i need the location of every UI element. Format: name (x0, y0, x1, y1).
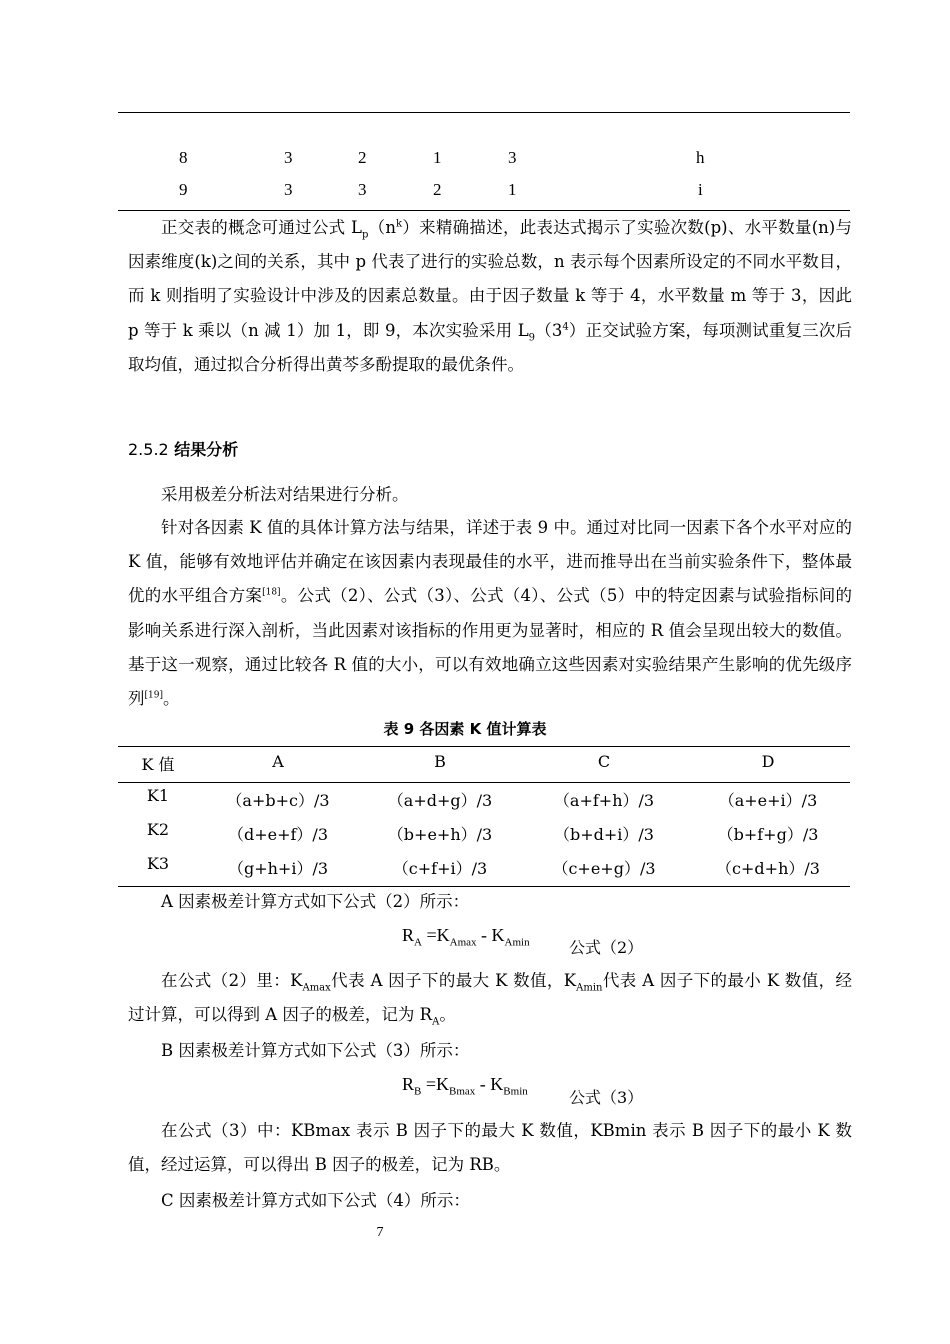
paragraph-formula-2: 在公式（2）里：$K_{Amax}$代表 A 因子下的最大 K 数值，$K_{Amin}$代表 A 因子下的最小 K 数值，经过计算，可以得到 A 因子的极差，记为 $R_A$。 (128, 971, 852, 1028)
table-cell: 3 (358, 180, 367, 199)
top-table-top-rule (118, 112, 850, 113)
table-cell: 1 (508, 180, 517, 199)
table-cell: （c+f+i）/3 (392, 859, 488, 878)
table-cell: 2 (433, 180, 442, 199)
table9-top-rule (118, 746, 850, 747)
table-caption: 表 9 各因素 K 值计算表 (383, 720, 547, 738)
table-header-cell: B (434, 752, 446, 771)
table-cell: 8 (179, 148, 188, 167)
table-header-cell: C (597, 752, 611, 771)
table-cell: K1 (146, 786, 170, 805)
table-cell: K2 (146, 820, 170, 839)
table-cell: （b+e+h）/3 (387, 825, 493, 844)
table-cell: 2 (358, 148, 367, 167)
formula-3: $R_B =K_{Bmax} - K_{Bmin}$ (402, 1074, 528, 1098)
table-cell: （d+e+f）/3 (227, 825, 329, 844)
table-cell: （c+d+h）/3 (716, 859, 820, 878)
paragraph-k-values: 针对各因素 K 值的具体计算方法与结果，详述于表 9 中。通过对比同一因素下各个水平对应的 K 值，能够有效地评估并确定在该因素内表现最佳的水平，进而推导出在当前实验条件下，整体最优的水平组合方案[18]。公式（2）、公式（3）、公式（4）、公式（5）中的特定因素与试验指标间的影响关系进行深入剖析，当此因素对该指标的作用更为显著时，相应的 R 值会呈现出较大的数值。基于这一观察，通过比较各 R 值的大小，可以有效地确立这些因素对实验结果产生影响的优先级序列[19]。 (128, 518, 852, 709)
table-cell: （g+h+i）/3 (227, 859, 329, 878)
formula-2: $R_A =K_{Amax} - K_{Amin}$ (402, 925, 530, 949)
table-cell: i (698, 180, 703, 199)
paragraph-formula-3: 在公式（3）中：KBmax 表示 B 因子下的最大 K 数值，KBmin 表示 B 因子下的最小 K 数值，经过运算，可以得出 B 因子的极差，记为 RB。 (128, 1121, 852, 1175)
table-cell: （a+f+h）/3 (553, 791, 655, 810)
table-cell: 3 (284, 180, 293, 199)
table-cell: （b+f+g）/3 (717, 825, 819, 844)
table-cell: 1 (433, 148, 442, 167)
line-formula-a: A 因素极差计算方式如下公式（2）所示： (161, 892, 470, 911)
citation: [18] (262, 587, 281, 598)
table-header-cell: A (272, 752, 284, 771)
table-cell: 3 (284, 148, 293, 167)
line-formula-b: B 因素极差计算方式如下公式（3）所示： (161, 1041, 470, 1060)
formula-2-label: 公式（2） (569, 938, 644, 957)
line-formula-c: C 因素极差计算方式如下公式（4）所示： (161, 1191, 470, 1210)
table-header-cell: D (761, 752, 775, 771)
table-cell: （a+b+c）/3 (226, 791, 330, 810)
section-heading: 2.5.2 结果分析 (128, 440, 239, 459)
table-cell: 9 (179, 180, 188, 199)
paragraph-method: 采用极差分析法对结果进行分析。 (161, 485, 409, 504)
table-cell: 3 (508, 148, 517, 167)
table-header-cell: K 值 (141, 755, 175, 774)
table-cell: （a+d+g）/3 (387, 791, 493, 810)
table-cell: （a+e+i）/3 (718, 791, 818, 810)
formula-3-label: 公式（3） (569, 1088, 644, 1107)
table-cell: （c+e+g）/3 (552, 859, 656, 878)
paragraph-orthogonal: 正交表的概念可通过公式 $L_p(n^k)$来精确描述，此表达式揭示了实验次数(p)、水平数量(n)与因素维度(k)之间的关系，其中 p 代表了进行的实验总数，n 表示每个因素所设定的不同水平数目，而 k 则指明了实验设计中涉及的因素总数量。由于因子数量 k 等于 4，水平数量 m 等于 3，因此 p 等于 k 乘以（n 减 1）加 1，即 9，本次实验采用 $L_9(3^4)$正交试验方案，每项测试重复三次后取均值，通过拟合分析得出黄芩多酚提取的最优条件。 (128, 218, 852, 374)
citation: [19] (144, 690, 163, 701)
table-cell: h (696, 148, 705, 167)
table9-header-rule (118, 782, 850, 783)
table-cell: （b+d+i）/3 (554, 825, 654, 844)
page-number: 7 (376, 1225, 384, 1240)
table-cell: K3 (146, 854, 170, 873)
